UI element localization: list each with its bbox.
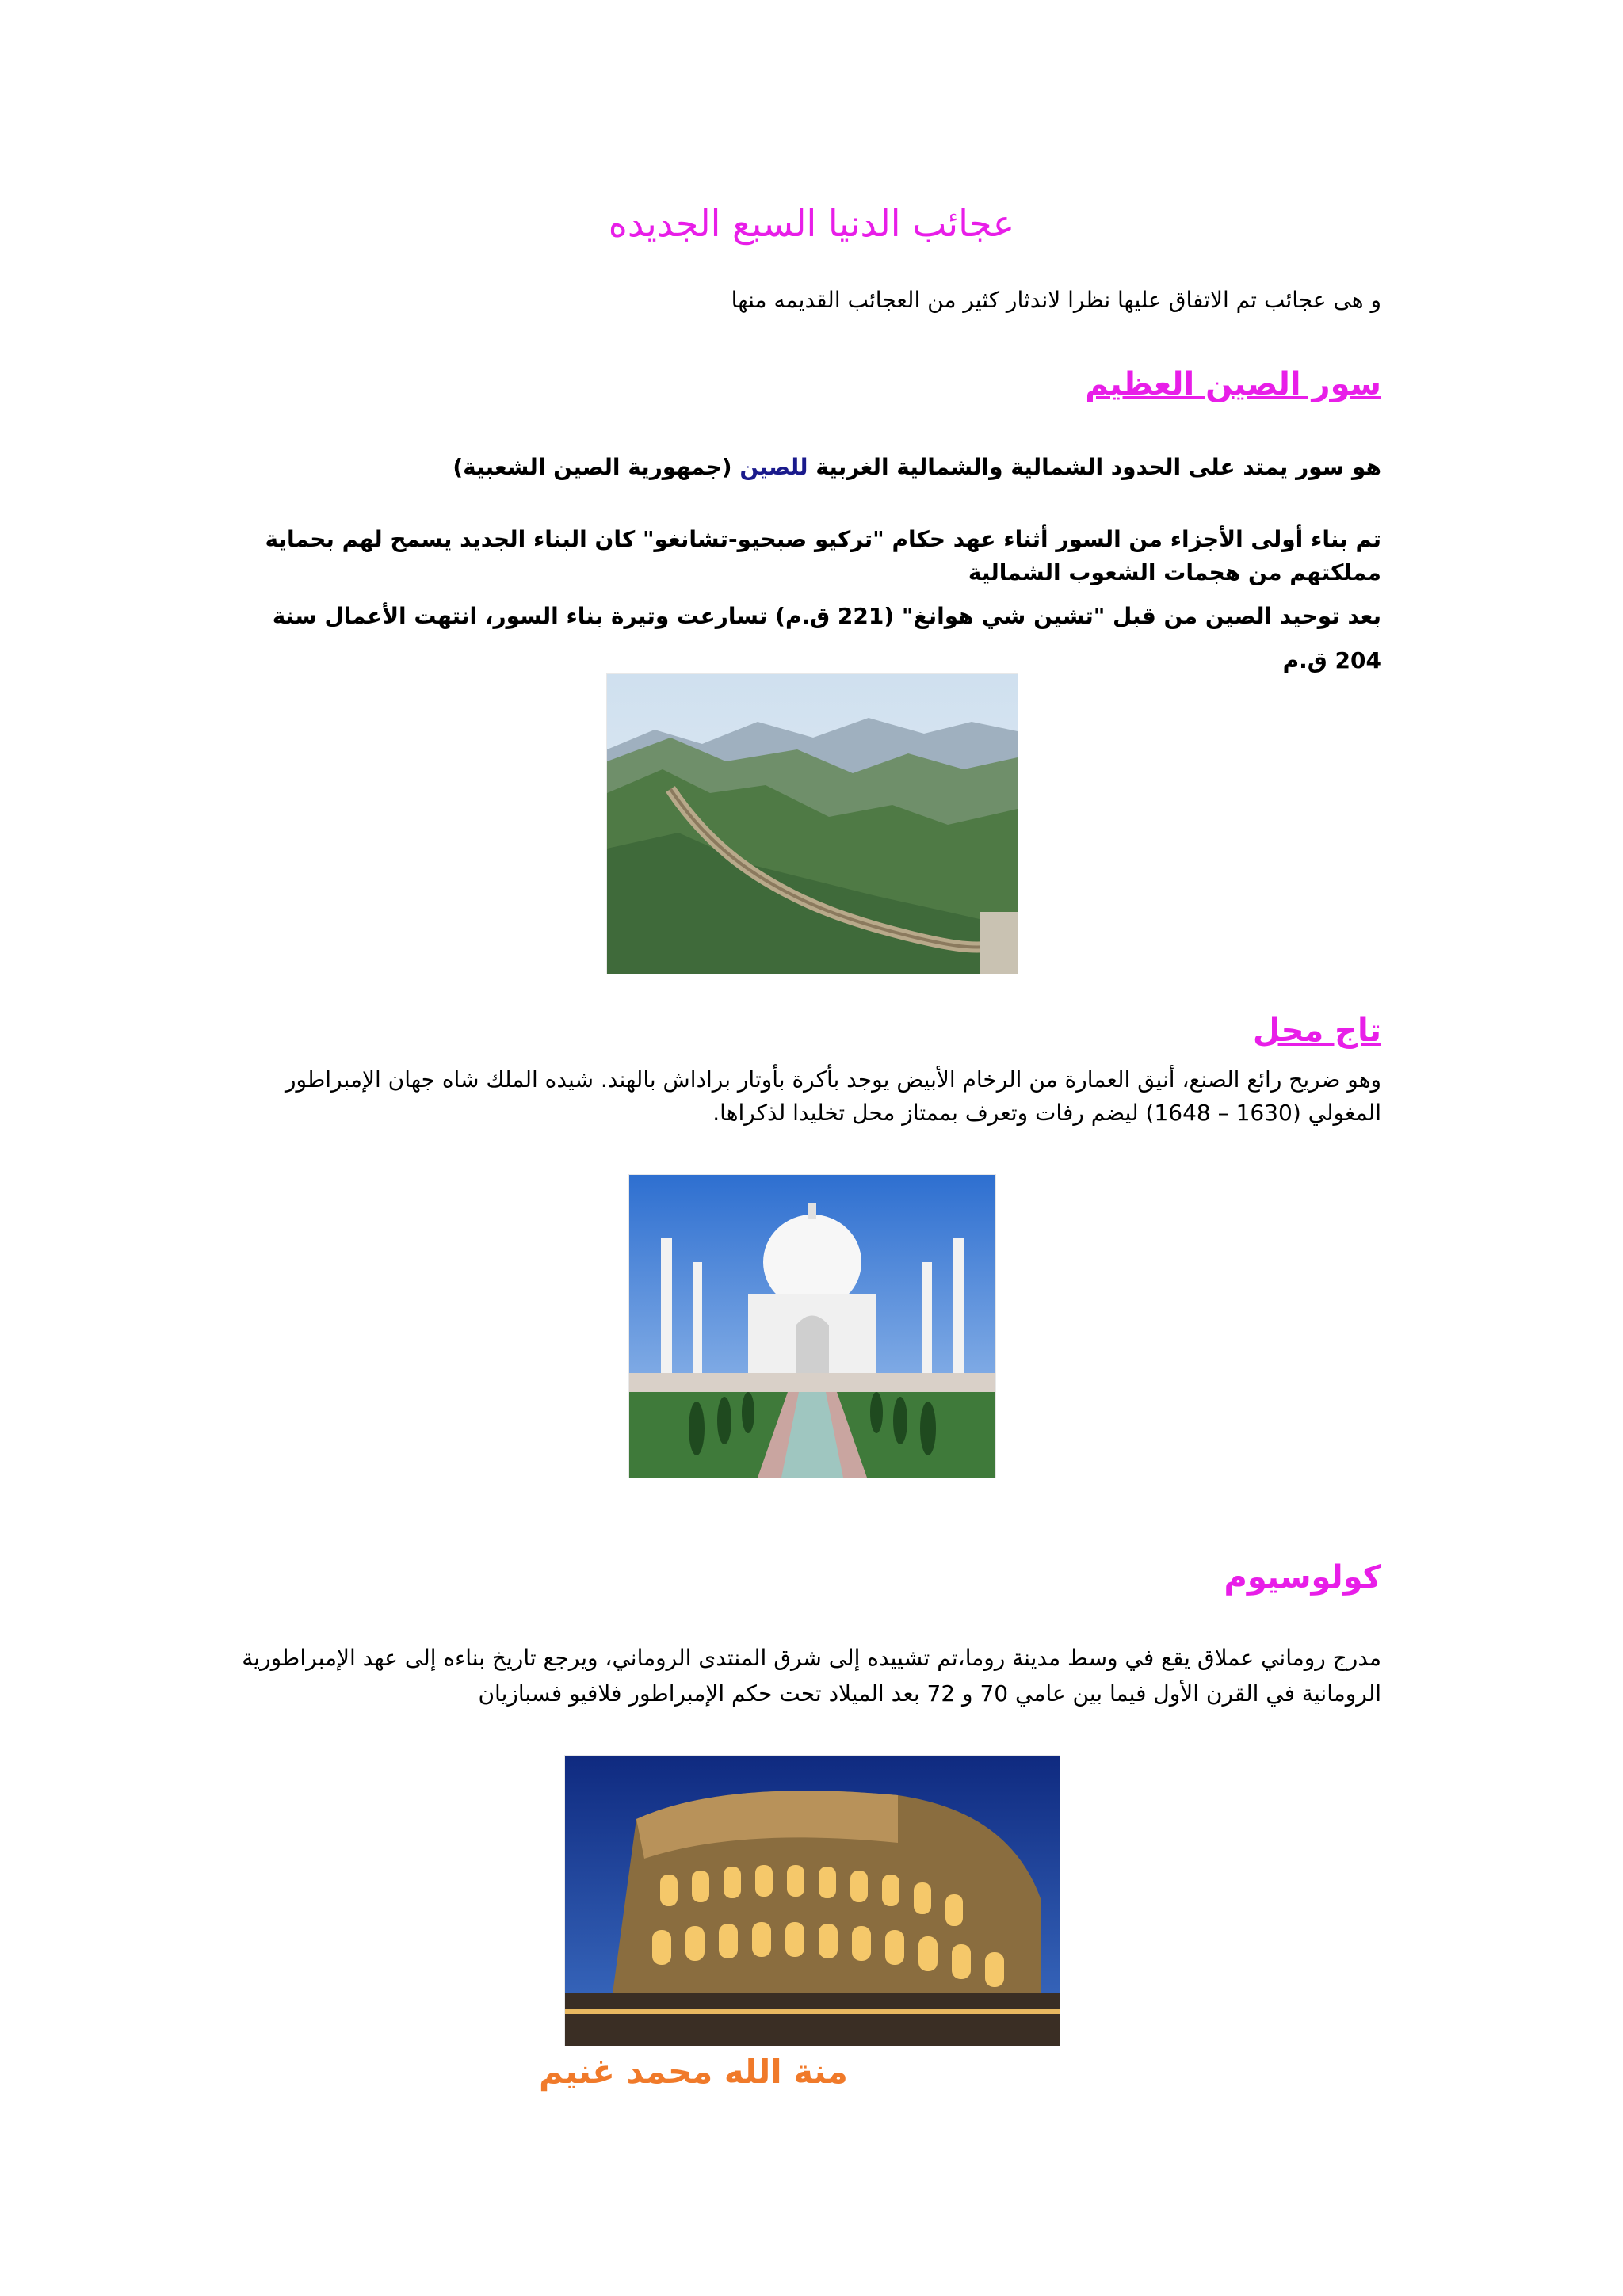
wall-para3: بعد توحيد الصين من قبل "تشين شي هوانغ" (221 ق.م) تسارعت وتيرة بناء السور، انتهت الأعمال سنة 204 ق.م <box>272 603 1381 673</box>
intro-text: و هى عجائب تم الاتفاق عليها نظرا لاندثار كثير من العجائب القديمه منها <box>731 287 1381 313</box>
author-signature: منة الله محمد غنيم <box>539 2052 848 2091</box>
wall-line1-a: هو سور يمتد على الحدود الشمالية والشمالية الغربية <box>808 454 1381 480</box>
china-link[interactable]: للصين <box>739 454 808 480</box>
wall-para2: تم بناء أولى الأجزاء من السور أثناء عهد حكام "تركيو صبحيو-تشانغو" كان البناء الجديد يسمح لهم بحماية مملكتهم من هجمات الشعوب الشمالية <box>265 526 1381 585</box>
great-wall-photo <box>606 673 1018 974</box>
colosseum-photo <box>564 1755 1060 2046</box>
colosseum-para: مدرج روماني عملاق يقع في وسط مدينة روما،تم تشييده إلى شرق المنتدى الروماني، ويرجع تاريخ بناءه إلى عهد الإمبراطورية الرومانية في القرن الأول فيما بين عامي 70 و 72 بعد الميلاد تحت حكم الإمبراطور فلافيو فسبازيان <box>242 1645 1381 1707</box>
wall-line1 <box>240 450 1381 485</box>
page-title-text: عجائب الدنيا السبع الجديده <box>608 202 1015 245</box>
taj-mahal-photo <box>628 1174 996 1478</box>
taj-heading: تاج محل <box>1252 1013 1381 1049</box>
page-title <box>0 202 1623 245</box>
wall-heading: سور الصين العظيم <box>1085 366 1381 402</box>
colosseum-heading: كولوسيوم <box>1224 1559 1381 1596</box>
wall-line1-b: (جمهورية الصين الشعبية) <box>453 454 740 480</box>
taj-para: وهو ضريح رائع الصنع، أنيق العمارة من الرخام الأبيض يوجد بأكرة بأوتار براداش بالهند. شيده الملك شاه جهان الإمبراطور المغولي (1630 – 1648) ليضم رفات وتعرف بممتاز محل تخليدا لذكراها. <box>285 1066 1381 1126</box>
